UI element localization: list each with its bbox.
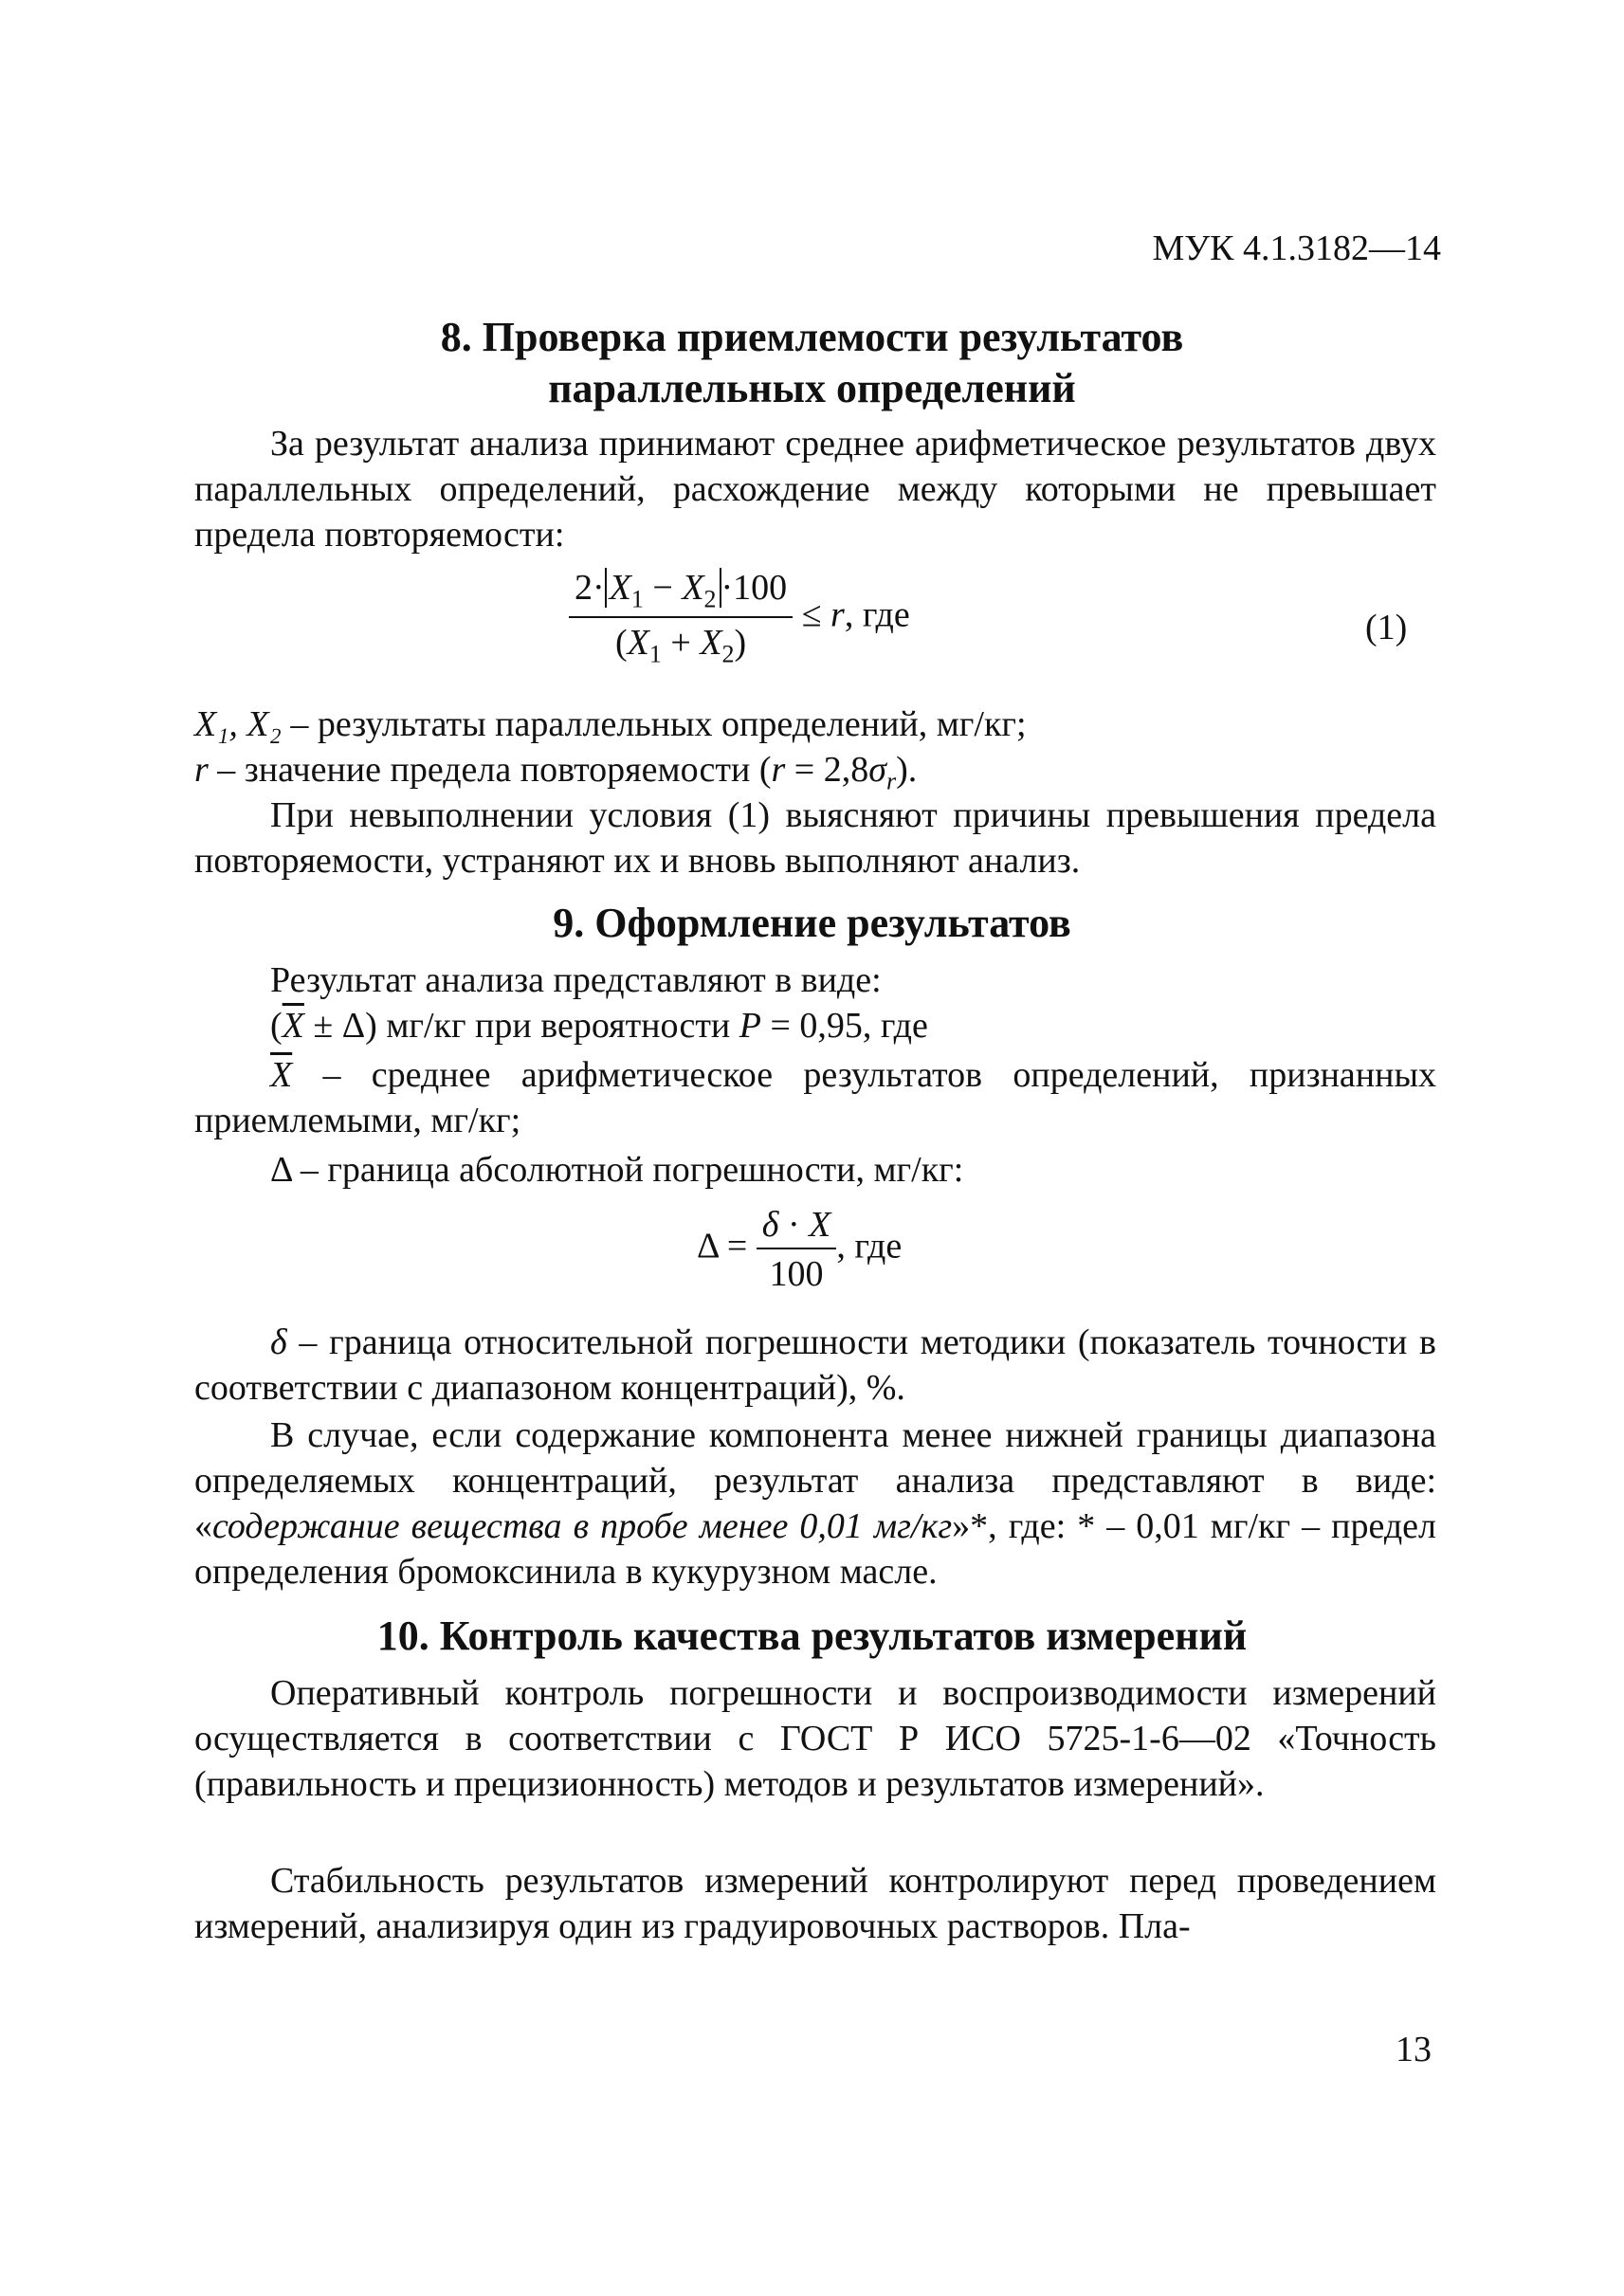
document-code: МУК 4.1.3182—14 [1152,228,1441,268]
section-8-title-line-1: 8. Проверка приемлемости результатов [440,314,1184,360]
section-9-line-2: $(\overline{X} \pm \Delta)$ мг/кг при вероятности P = 0,95, где [270,1006,928,1046]
section-10-paragraph-2: Стабильность результатов измерений контролируют перед проведением измерений, анализируя один из градуировочных растворов. Пла- [194,1861,1436,1946]
formula-1-fraction [569,567,793,668]
page-number: 13 [1396,2030,1432,2069]
section-8-paragraph-1: За результат анализа принимают среднее арифметическое результатов двух параллельных определений, расхождение между которыми не превышает предела повторяемости: [194,424,1436,555]
formula-2-numerator: δ · X [757,1204,837,1249]
definition-x1-x2: X₁, X₂ – результаты параллельных определений, мг/кг; [194,704,1027,744]
formula-1: $\frac{2\cdot X_1 - X_2 \cdot 100}{(X_1 + X_2)}$ ≤ r, где [569,567,910,668]
section-9-line-1: Результат анализа представляют в виде: [270,960,882,1000]
section-8-paragraph-2: При невыполнении условия (1) выясняют причины превышения предела повторяемости, устраняют их и вновь выполняют анализ. [194,795,1436,881]
section-8-title-line-2: параллельных определений [548,365,1076,411]
section-9-title: 9. Оформление результатов [553,900,1071,946]
definition-delta-rel: δ – граница относительной погрешности методики (показатель точности в соответствии с диапазоном концентраций), %. [194,1322,1436,1408]
definition-delta: Δ – граница абсолютной погрешности, мг/кг: [270,1150,964,1190]
section-10-title: 10. Контроль качества результатов измерений [376,1613,1248,1659]
definition-x-bar: $\overline{X}$ – среднее арифметическое результатов определений, признанных приемлемыми, мг/кг; [194,1055,1436,1140]
formula-2-fraction [757,1204,837,1295]
formula-1-numerator: $2\cdot X_1 - X_2 \cdot 100$ [569,567,793,618]
formula-2-denominator: 100 [769,1254,824,1294]
formula-1-denominator: $(X_1 + X_2)$ [615,622,747,668]
formula-1-number: (1) [1365,608,1408,647]
section-9-paragraph-case: В случае, если содержание компонента менее нижней границы диапазона определяемых концентраций, результат анализа представляют в виде: «содержание вещества в пробе менее 0,01 мг/кг»*, где: * – 0,01 мг/кг – предел определения бромоксинила в кукурузном масле. [194,1415,1436,1592]
definition-r: r – значение предела повторяемости $(r = 2,8\sigma_r)$. [194,750,918,795]
formula-2: Δ = $\frac{\delta \cdot X}{100}$ , где [697,1205,903,1294]
section-10-paragraph-1: Оперативный контроль погрешности и воспроизводимости измерений осуществляется в соответствии с ГОСТ Р ИСО 5725-1-6—02 «Точность (правильность и прецизионность) методов и результатов измерений». [194,1673,1436,1804]
